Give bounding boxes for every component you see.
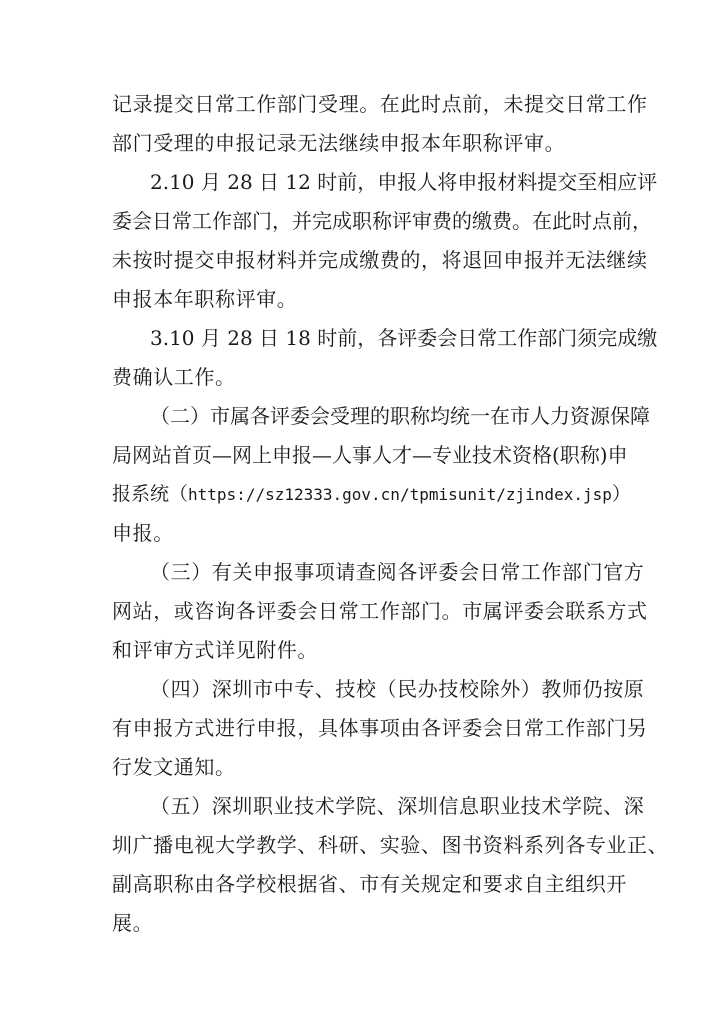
paragraph-line: 未按时提交申报材料并完成缴费的，将退回申报并无法继续: [112, 248, 648, 272]
url-prefix: 报系统（: [112, 483, 189, 505]
paragraph-line: （三）有关申报事项请查阅各评委会日常工作部门官方: [150, 560, 645, 584]
paragraph-line: （五）深圳职业技术学院、深圳信息职业技术学院、深: [150, 794, 645, 818]
paragraph-line: 部门受理的申报记录无法继续申报本年职称评审。: [112, 131, 566, 155]
paragraph-line: 申报本年职称评审。: [112, 287, 298, 311]
paragraph-line: 3.10 月 28 日 18 时前，各评委会日常工作部门须完成缴: [150, 326, 658, 350]
paragraph-line: 申报。: [112, 521, 174, 545]
paragraph-line: 副高职称由各学校根据省、市有关规定和要求自主组织开: [112, 872, 627, 896]
paragraph-line: 展。: [112, 911, 154, 935]
url-suffix: ）: [611, 483, 631, 505]
paragraph-line: （四）深圳市中专、技校（民办技校除外）教师仍按原: [150, 677, 645, 701]
paragraph-line: 记录提交日常工作部门受理。在此时点前，未提交日常工作: [112, 92, 648, 116]
paragraph-line: 局网站首页—网上申报—人事人才—专业技术资格(职称)申: [112, 443, 628, 467]
paragraph-line: 2.10 月 28 日 12 时前，申报人将申报材料提交至相应评: [150, 170, 658, 194]
paragraph-line: （二）市属各评委会受理的职称均统一在市人力资源保障: [150, 404, 650, 428]
url-line: [112, 482, 631, 507]
paragraph-line: 委会日常工作部门，并完成职称评审费的缴费。在此时点前，: [112, 209, 652, 233]
paragraph-line: 网站，或咨询各评委会日常工作部门。市属评委会联系方式: [112, 599, 648, 623]
paragraph-line: 行发文通知。: [112, 755, 236, 779]
paragraph-line: 费确认工作。: [112, 365, 236, 389]
paragraph-line: 和评审方式详见附件。: [112, 638, 318, 662]
system-url-link[interactable]: https://sz12333.gov.cn/tpmisunit/zjindex.jsp: [188, 485, 612, 504]
paragraph-line: 有申报方式进行申报，具体事项由各评委会日常工作部门另: [112, 716, 648, 740]
paragraph-line: 圳广播电视大学教学、科研、实验、图书资料系列各专业正、: [112, 833, 669, 857]
